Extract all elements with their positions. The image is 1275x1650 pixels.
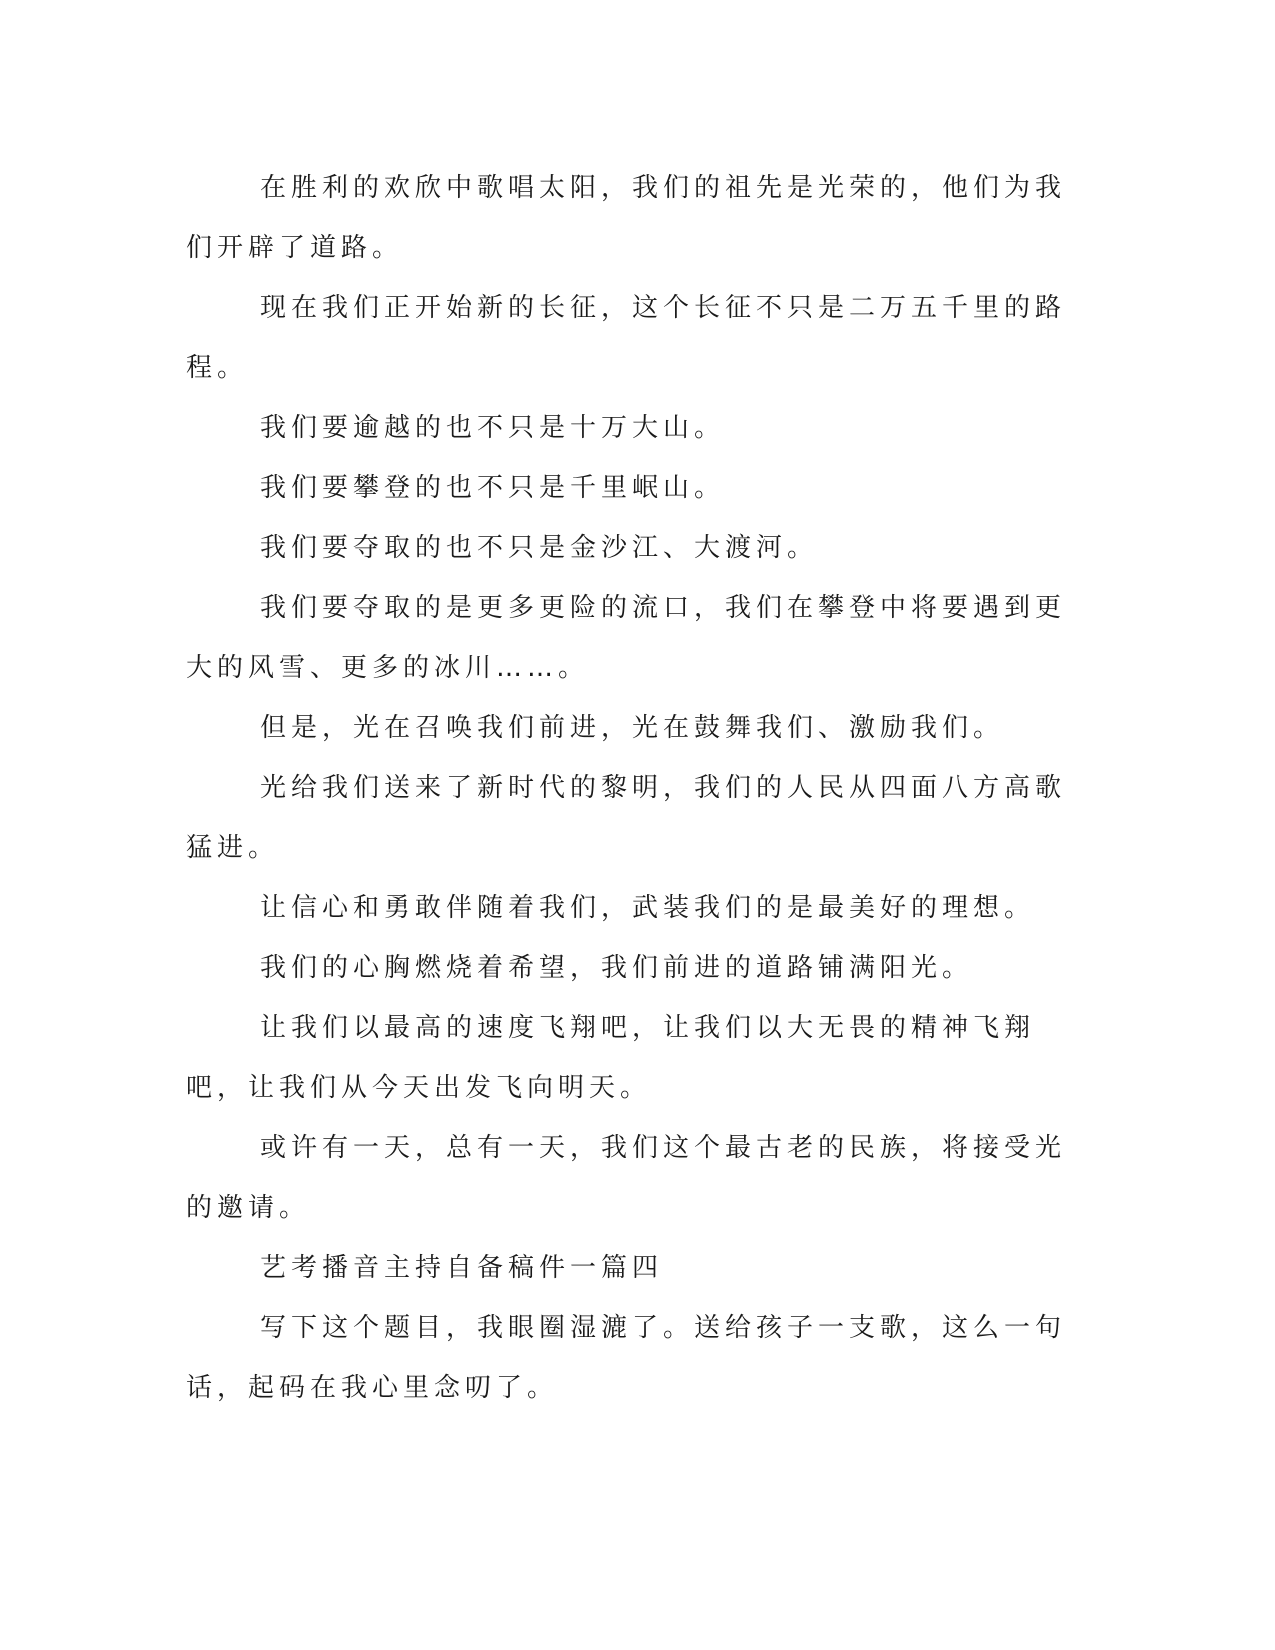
- paragraph: 光给我们送来了新时代的黎明，我们的人民从四面八方高歌猛进。: [186, 773, 1067, 863]
- paragraph: 现在我们正开始新的长征，这个长征不只是二万五千里的路程。: [186, 293, 1067, 383]
- closing-paragraph: 写下这个题目，我眼圈湿漉了。送给孩子一支歌，这么一句话，起码在我心里念叨了。: [186, 1313, 1067, 1403]
- paragraph: 我们要夺取的也不只是金沙江、大渡河。: [260, 533, 819, 563]
- paragraph: 让信心和勇敢伴随着我们，武装我们的是最美好的理想。: [260, 893, 1036, 923]
- paragraph: 让我们以最高的速度飞翔吧，让我们以大无畏的精神飞翔吧，让我们从今天出发飞向明天。: [186, 1013, 1036, 1103]
- section-heading: 艺考播音主持自备稿件一篇四: [260, 1253, 664, 1283]
- paragraph: 我们要逾越的也不只是十万大山。: [260, 413, 726, 443]
- document-body: [186, 158, 1066, 1418]
- paragraph: 在胜利的欢欣中歌唱太阳，我们的祖先是光荣的，他们为我们开辟了道路。: [186, 173, 1067, 263]
- paragraph: 我们要夺取的是更多更险的流口，我们在攀登中将要遇到更大的风雪、更多的冰川……。: [186, 593, 1067, 683]
- paragraph: 我们的心胸燃烧着希望，我们前进的道路铺满阳光。: [260, 953, 974, 983]
- paragraph: 但是，光在召唤我们前进，光在鼓舞我们、激励我们。: [260, 713, 1005, 743]
- paragraph: 我们要攀登的也不只是千里岷山。: [260, 473, 726, 503]
- paragraph: 或许有一天，总有一天，我们这个最古老的民族，将接受光的邀请。: [186, 1133, 1067, 1223]
